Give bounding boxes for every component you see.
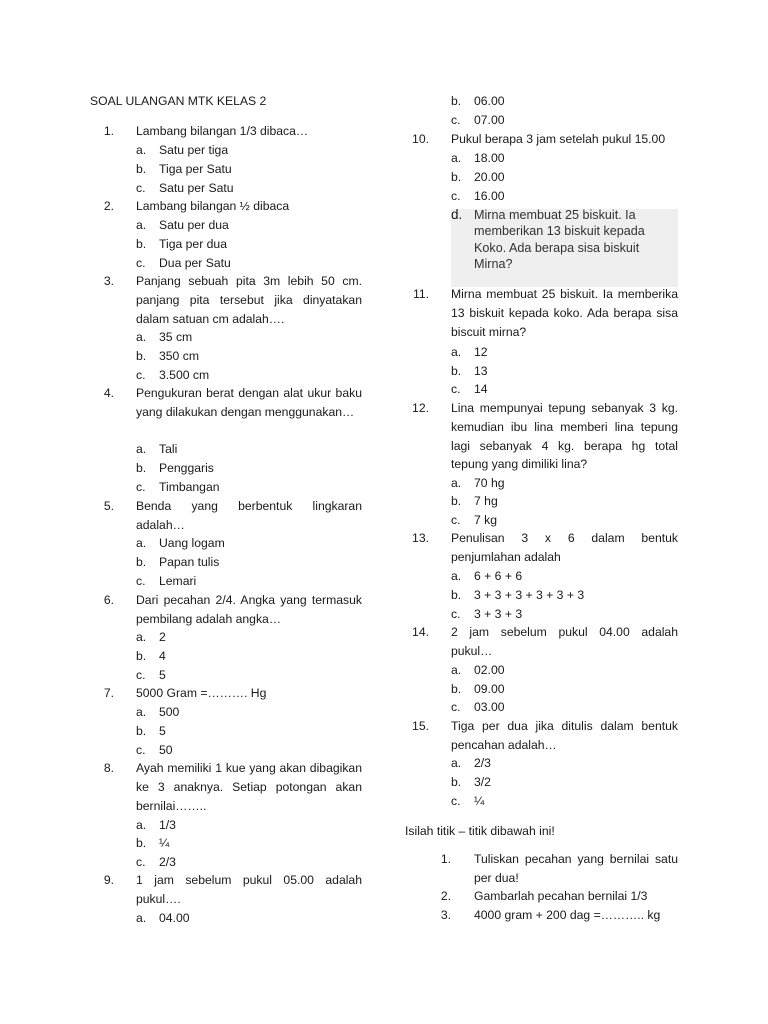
option-text: Satu per tiga	[159, 143, 229, 157]
question-text: Pengukuran berat dengan alat ukur baku yang dilakukan dengan menggunakan…	[136, 386, 362, 419]
option-text: Tali	[159, 442, 178, 456]
question-text: Mirna membuat 25 biskuit. Ia memberika 13 biskuit kepada koko. Ada berapa sisa biscuit mirna?	[451, 287, 678, 339]
option-text: Penggaris	[159, 461, 214, 475]
option-letter: c.	[136, 480, 146, 494]
option-text: 07.00	[474, 113, 505, 127]
option-text: Timbangan	[159, 480, 220, 494]
option-text: 2/3	[474, 756, 491, 770]
option-letter: b.	[451, 94, 462, 108]
question-number: 12.	[412, 401, 429, 415]
option-text: 02.00	[474, 663, 505, 677]
option-text: ¼	[474, 794, 485, 808]
question-number: 10.	[412, 132, 429, 146]
option-text: 03.00	[474, 700, 505, 714]
option-text: Tiga per dua	[159, 237, 227, 251]
option-text: Satu per Satu	[159, 181, 234, 195]
option-text: 16.00	[474, 189, 505, 203]
option-letter: b.	[136, 724, 147, 738]
option-letter: b.	[451, 775, 462, 789]
question-number: 9.	[103, 873, 114, 887]
question-number: 3.	[103, 274, 114, 288]
option-text: ¼	[159, 836, 170, 850]
option-letter: c.	[136, 368, 146, 382]
option-text: 1/3	[159, 818, 176, 832]
option-letter: a.	[451, 476, 462, 490]
option-text: 7 hg	[474, 494, 498, 508]
option-letter: a.	[451, 756, 462, 770]
option-letter: b.	[136, 349, 147, 363]
isian-text: 4000 gram + 200 dag =……….. kg	[474, 908, 661, 922]
option-text: 35 cm	[159, 330, 193, 344]
option-letter: a.	[136, 143, 147, 157]
option-text: 13	[474, 364, 488, 378]
question-text: Pukul berapa 3 jam setelah pukul 15.00	[451, 132, 666, 146]
option-letter: b.	[451, 494, 462, 508]
option-letter: c.	[451, 607, 461, 621]
option-text: 5	[159, 668, 166, 682]
highlighted-item-letter: d.	[451, 207, 463, 222]
option-text: 04.00	[159, 911, 190, 925]
question-text: Penulisan 3 x 6 dalam bentuk penjumlahan adalah	[451, 531, 678, 564]
option-letter: a.	[136, 218, 147, 232]
option-text: 3/2	[474, 775, 491, 789]
question-number: 1.	[103, 124, 114, 138]
question-text: Ayah memiliki 1 kue yang akan dibagikan ke 3 anaknya. Setiap potongan akan bernilai……..	[136, 761, 362, 813]
option-text: 12	[474, 345, 488, 359]
question-number: 2.	[103, 199, 114, 213]
option-text: 3.500 cm	[159, 368, 210, 382]
option-letter: c.	[136, 256, 146, 270]
question-text: Lambang bilangan 1/3 dibaca…	[136, 124, 309, 138]
option-text: Uang logam	[159, 536, 225, 550]
option-letter: a.	[136, 536, 147, 550]
option-letter: c.	[136, 743, 146, 757]
option-letter: b.	[136, 162, 147, 176]
option-letter: a.	[451, 345, 462, 359]
page-title: SOAL ULANGAN MTK KELAS 2	[90, 94, 267, 108]
question-text: Benda yang berbentuk lingkaran adalah…	[136, 499, 362, 532]
option-text: Satu per dua	[159, 218, 229, 232]
option-letter: c.	[136, 181, 146, 195]
option-letter: c.	[451, 189, 461, 203]
isian-text: Gambarlah pecahan bernilai 1/3	[474, 889, 648, 903]
option-text: 350 cm	[159, 349, 199, 363]
option-letter: a.	[136, 630, 147, 644]
question-number: 14.	[412, 625, 429, 639]
option-letter: a.	[136, 330, 147, 344]
option-letter: c.	[451, 113, 461, 127]
option-letter: c.	[451, 513, 461, 527]
option-letter: c.	[136, 855, 146, 869]
question-number: 13.	[412, 531, 429, 545]
highlighted-item-text: Mirna membuat 25 biskuit. Ia memberikan 13 biskuit kepada Koko. Ada berapa sisa biskuit Mirna?	[474, 208, 645, 272]
question-text: Tiga per dua jika ditulis dalam bentuk pencahan adalah…	[451, 719, 678, 752]
isian-text: Tuliskan pecahan yang bernilai satu per dua!	[474, 852, 678, 885]
option-letter: b.	[451, 364, 462, 378]
option-letter: a.	[136, 818, 147, 832]
option-letter: c.	[136, 668, 146, 682]
option-letter: b.	[451, 588, 462, 602]
option-letter: b.	[136, 237, 147, 251]
option-text: 3 + 3 + 3 + 3 + 3 + 3	[474, 588, 585, 602]
isian-heading: Isilah titik – titik dibawah ini!	[405, 824, 555, 838]
option-text: 2/3	[159, 855, 176, 869]
isian-number: 1.	[440, 852, 451, 866]
question-text: 5000 Gram =………. Hg	[136, 686, 267, 700]
question-number: 6.	[103, 593, 114, 607]
question-text: 2 jam sebelum pukul 04.00 adalah pukul…	[451, 625, 678, 658]
option-letter: b.	[136, 649, 147, 663]
option-letter: a.	[451, 151, 462, 165]
option-text: 2	[159, 630, 166, 644]
option-letter: b.	[136, 461, 147, 475]
option-text: 4	[159, 649, 166, 663]
option-text: 18.00	[474, 151, 505, 165]
isian-number: 3.	[440, 908, 451, 922]
option-text: Tiga per Satu	[159, 162, 232, 176]
question-number: 4.	[103, 386, 114, 400]
question-text: 1 jam sebelum pukul 05.00 adalah pukul….	[136, 873, 362, 906]
option-text: Papan tulis	[159, 555, 220, 569]
option-text: 09.00	[474, 682, 505, 696]
option-letter: c.	[136, 574, 146, 588]
option-text: Lemari	[159, 574, 197, 588]
option-letter: b.	[136, 555, 147, 569]
question-number: 11.	[412, 287, 429, 301]
question-number: 5.	[103, 499, 114, 513]
option-text: 3 + 3 + 3	[474, 607, 523, 621]
option-text: 5	[159, 724, 166, 738]
question-number: 15.	[412, 719, 429, 733]
question-text: Panjang sebuah pita 3m lebih 50 cm. panjang pita tersebut jika dinyatakan dalam satuan cm adalah….	[136, 274, 362, 326]
option-letter: a.	[451, 663, 462, 677]
question-text: Lina mempunyai tepung sebanyak 3 kg. kemudian ibu lina memberi lina tepung lagi sebanyak 4 kg. berapa hg total tepung yang dimiliki lina?	[451, 401, 678, 472]
option-text: Dua per Satu	[159, 256, 231, 270]
isian-number: 2.	[440, 889, 451, 903]
option-text: 50	[159, 743, 173, 757]
question-number: 8.	[103, 761, 114, 775]
option-letter: c.	[451, 700, 461, 714]
option-text: 7 kg	[474, 513, 498, 527]
option-text: 500	[159, 705, 180, 719]
question-text: Dari pecahan 2/4. Angka yang termasuk pembilang adalah angka…	[136, 593, 362, 626]
option-letter: a.	[136, 442, 147, 456]
option-text: 20.00	[474, 170, 505, 184]
option-letter: a.	[451, 569, 462, 583]
option-text: 6 + 6 + 6	[474, 569, 523, 583]
option-letter: a.	[136, 911, 147, 925]
option-letter: b.	[451, 682, 462, 696]
option-text: 14	[474, 382, 488, 396]
option-letter: c.	[451, 794, 461, 808]
question-text: Lambang bilangan ½ dibaca	[136, 199, 290, 213]
option-letter: c.	[451, 382, 461, 396]
option-letter: a.	[136, 705, 147, 719]
option-text: 06.00	[474, 94, 505, 108]
option-text: 70 hg	[474, 476, 505, 490]
option-letter: b.	[136, 836, 147, 850]
option-letter: b.	[451, 170, 462, 184]
question-number: 7.	[103, 686, 114, 700]
